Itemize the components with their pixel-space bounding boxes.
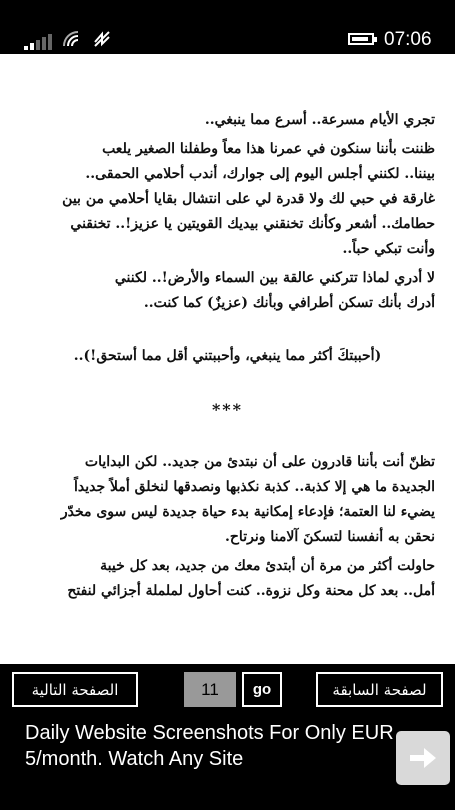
ad-banner-text[interactable]: Daily Website Screenshots For Only EUR 5/month. Watch Any Site: [25, 722, 394, 770]
paragraph-line: أمل.. بعد كل محنة وكل نزوة.. كنت أحاول لململة أجزائي لنفتح: [67, 583, 435, 599]
next-page-button[interactable]: الصفحة التالية: [12, 672, 138, 707]
wifi-icon: [62, 30, 82, 48]
paragraph-line: تظنّ أنت بأننا قادرون على أن نبتدئ من جديد.. لكن البدايات: [84, 454, 435, 470]
page-number-input[interactable]: 11: [184, 672, 236, 707]
paragraph-line: يضيء لنا العتمة؛ فإدعاء إمكانية بدء حياة جديدة ليس سوى مخدّر: [60, 504, 435, 520]
status-bar: [0, 0, 455, 54]
signal-strength-icon: [24, 34, 52, 50]
paragraph-line: ظننت بأننا سنكون في عمرنا هذا معاً وطفلنا الصغير يلعب: [102, 141, 435, 157]
paragraph-line: تجري الأيام مسرعة.. أسرع مما ينبغي..: [204, 112, 435, 128]
arrow-right-icon[interactable]: [396, 731, 450, 785]
bottom-navigation-bar: [0, 664, 455, 810]
clock: 07:06: [384, 29, 432, 50]
go-button[interactable]: go: [242, 672, 282, 707]
previous-page-button[interactable]: لصفحة السابقة: [316, 672, 443, 707]
paragraph-line: لا أدري لماذا تتركني عالقة بين السماء والأرض!.. لكنني: [114, 270, 435, 286]
data-transfer-icon: [92, 30, 112, 48]
paragraph-line: حاولت أكثر من مرة أن أبتدئ معك من جديد، بعد كل خيبة: [100, 558, 435, 574]
section-separator: ***: [211, 400, 244, 419]
book-text: [20, 108, 435, 604]
battery-icon: [348, 33, 374, 45]
paragraph-line: غارقة في حبي لك ولا قدرة لي على انتشال بقايا أحلامي من بين: [62, 191, 435, 207]
paragraph-line: الجديدة ما هي إلا كذبة.. كذبة نكذبها ونصدقها لنخلق أملاً جديداً: [74, 479, 435, 495]
paragraph-line: حطامك.. أشعر وكأنك تخنقني بيديك القويتين يا عزيز!.. تخنقني: [70, 216, 435, 232]
paragraph-line: نحقن به أنفسنا لتسكنَ آلامنا ونرتاح.: [225, 529, 435, 545]
paragraph-line: وأنت تبكي حباً..: [342, 241, 435, 257]
paragraph-line: أدرك بأنك تسكن أطرافي وبأنك (عزيزٌ) كما كنت..: [143, 295, 435, 311]
paragraph-line: بيننا.. لكنني أجلس اليوم إلى جوارك، أندب أحلامي الحمقى..: [85, 166, 435, 182]
quote-line: (أحببتكَ أكثر مما ينبغي، وأحببتني أقل مما أستحق!)..: [73, 348, 382, 364]
